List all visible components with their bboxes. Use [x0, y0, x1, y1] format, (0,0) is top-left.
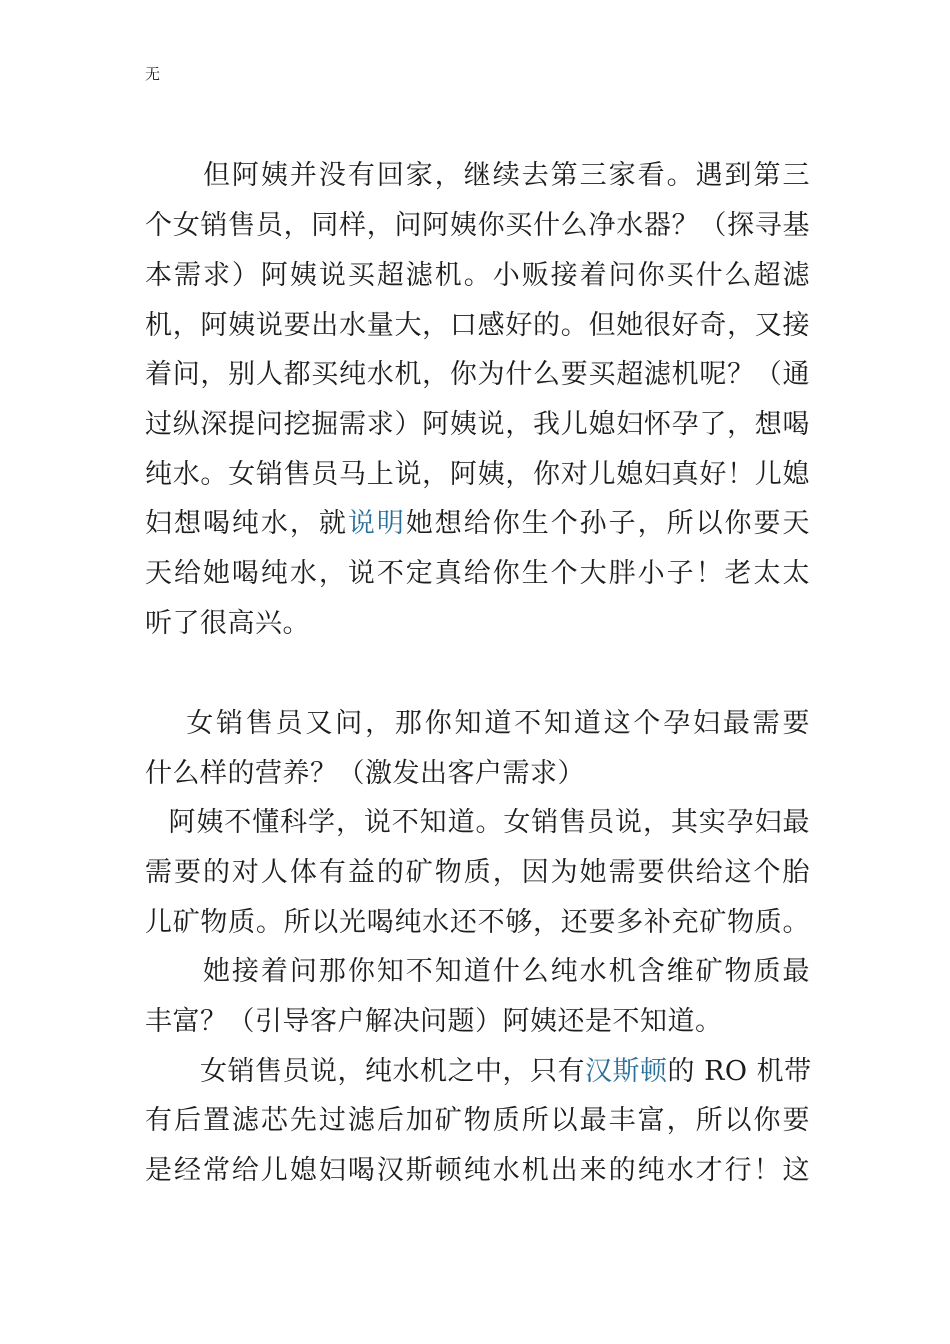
text-line	[145, 506, 810, 542]
text-line: 本需求）阿姨说买超滤机。小贩接着问你买什么超滤	[145, 260, 810, 291]
text-segment: 妇想喝纯水，就	[145, 508, 348, 539]
keyword-link-shuoming[interactable]: 说明	[347, 508, 406, 539]
text-line	[145, 1054, 810, 1090]
text-line: 是经常给儿媳妇喝汉斯顿纯水机出来的纯水才行！这	[145, 1155, 810, 1186]
text-line: 女销售员又问，那你知道不知道这个孕妇最需要	[145, 708, 810, 739]
text-line: 着问，别人都买纯水机，你为什么要买超滤机呢？（通	[145, 359, 810, 390]
text-segment: 的 RO 机带	[667, 1056, 812, 1087]
text-line: 个女销售员，同样，问阿姨你买什么净水器？（探寻基	[145, 210, 810, 241]
text-line: 她接着问那你知不知道什么纯水机含维矿物质最	[145, 956, 810, 987]
text-line: 听了很高兴。	[145, 608, 310, 639]
text-line: 丰富？（引导客户解决问题）阿姨还是不知道。	[145, 1006, 723, 1037]
text-line: 需要的对人体有益的矿物质，因为她需要供给这个胎	[145, 857, 810, 888]
text-line: 纯水。女销售员马上说，阿姨，你对儿媳妇真好！儿媳	[145, 459, 810, 490]
keyword-link-hansidun[interactable]: 汉斯顿	[585, 1056, 668, 1087]
text-line: 阿姨不懂科学，说不知道。女销售员说，其实孕妇最	[145, 807, 810, 838]
text-segment: 女销售员说，纯水机之中，只有	[145, 1056, 585, 1087]
page-header: 无	[145, 65, 161, 83]
text-segment: 她想给你生个孙子，所以你要天	[405, 508, 811, 539]
text-line: 机，阿姨说要出水量大，口感好的。但她很好奇，又接	[145, 310, 810, 341]
text-line: 但阿姨并没有回家，继续去第三家看。遇到第三	[145, 160, 810, 191]
text-line: 儿矿物质。所以光喝纯水还不够，还要多补充矿物质。	[145, 907, 810, 938]
text-line: 有后置滤芯先过滤后加矿物质所以最丰富，所以你要	[145, 1105, 810, 1136]
text-line: 过纵深提问挖掘需求）阿姨说，我儿媳妇怀孕了，想喝	[145, 409, 810, 440]
text-line: 天给她喝纯水，说不定真给你生个大胖小子！老太太	[145, 558, 810, 589]
text-line: 什么样的营养？（激发出客户需求）	[145, 758, 585, 789]
